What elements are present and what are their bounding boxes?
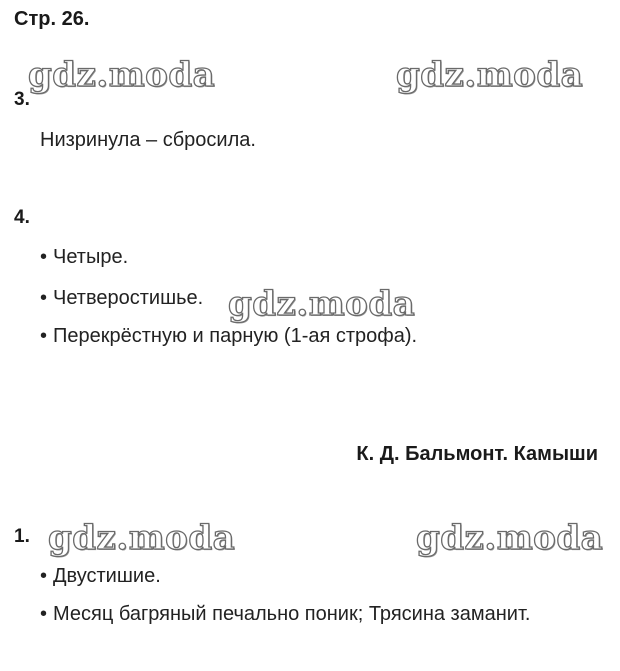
section-heading: К. Д. Бальмонт. Камыши xyxy=(356,443,598,465)
list-item-text: Перекрёстную и парную (1-ая строфа). xyxy=(53,325,418,347)
answer-line: Низринула – сбросила. xyxy=(40,129,256,151)
list-item-text: Двустишие. xyxy=(53,565,161,587)
list-item-text: Месяц багряный печально поник; Трясина заманит. xyxy=(53,603,531,625)
bullet-icon: • xyxy=(40,603,48,625)
watermark-logo: gdz.moda xyxy=(228,284,416,324)
watermark-logo: gdz.moda xyxy=(416,518,604,558)
list-item xyxy=(40,603,530,626)
task-number: 4. xyxy=(14,207,30,228)
task-number: 1. xyxy=(14,526,30,547)
list-item-text: Четыре. xyxy=(53,246,129,268)
watermark-logo: gdz.moda xyxy=(396,55,584,95)
bullet-icon: • xyxy=(40,287,48,309)
list-item xyxy=(40,565,161,588)
list-item-text: Четверостишье. xyxy=(53,287,204,309)
watermark-logo: gdz.moda xyxy=(28,55,216,95)
list-item xyxy=(40,287,203,310)
task-number: 3. xyxy=(14,89,30,110)
bullet-icon: • xyxy=(40,565,48,587)
watermark-logo: gdz.moda xyxy=(48,518,236,558)
page-label: Стр. 26. xyxy=(14,8,90,30)
list-item xyxy=(40,325,417,348)
bullet-icon: • xyxy=(40,325,48,347)
bullet-icon: • xyxy=(40,246,48,268)
list-item xyxy=(40,246,128,269)
